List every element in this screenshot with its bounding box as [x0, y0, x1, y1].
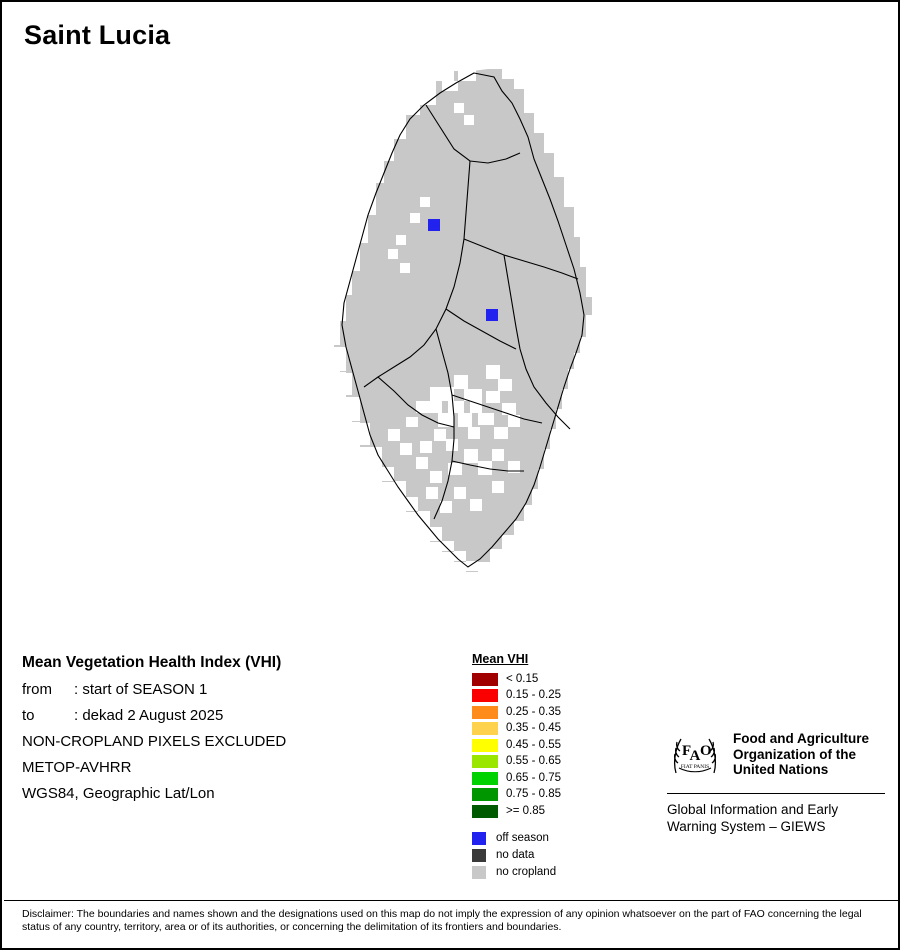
legend-swatch: [472, 849, 486, 862]
svg-text:A: A: [689, 748, 701, 764]
legend-extra-group: [472, 830, 652, 881]
caption-exclusion: NON-CROPLAND PIXELS EXCLUDED: [22, 733, 287, 750]
svg-text:O: O: [700, 743, 712, 759]
legend-swatch: [472, 832, 486, 845]
legend-swatch: [472, 788, 498, 801]
legend-swatch: [472, 722, 498, 735]
fao-organization-name: Food and Agriculture Organization of the United Nations: [733, 731, 869, 777]
legend-item: [472, 704, 652, 721]
legend-label: >= 0.85: [506, 804, 546, 817]
legend-item: [472, 737, 652, 754]
legend-label: 0.35 - 0.45: [506, 722, 561, 735]
fao-motto: FIAT PANIS: [680, 764, 710, 770]
legend-label: no cropland: [496, 865, 557, 878]
map-legend: [472, 652, 652, 881]
legend-swatch: [472, 866, 486, 879]
legend-swatch: [472, 772, 498, 785]
caption-from-key: from: [22, 681, 52, 698]
legend-title: Mean VHI: [472, 652, 529, 666]
caption-sensor: METOP-AVHRR: [22, 759, 132, 776]
legend-item-offseason: [472, 830, 652, 847]
legend-item: [472, 770, 652, 787]
legend-label: no data: [496, 848, 535, 861]
caption-to-value: : dekad 2 August 2025: [74, 707, 224, 724]
legend-item: [472, 803, 652, 820]
legend-label: 0.45 - 0.55: [506, 738, 561, 751]
legend-swatch: [472, 689, 498, 702]
legend-swatch: [472, 673, 498, 686]
caption-projection: WGS84, Geographic Lat/Lon: [22, 785, 215, 802]
legend-label: 0.65 - 0.75: [506, 771, 561, 784]
fao-branding: [667, 727, 885, 835]
legend-label: off season: [496, 831, 549, 844]
map-caption: [22, 654, 452, 811]
legend-item: [472, 671, 652, 688]
legend-label: 0.55 - 0.65: [506, 755, 561, 768]
caption-to-key: to: [22, 707, 35, 724]
fao-divider: [667, 793, 885, 794]
legend-swatch: [472, 805, 498, 818]
legend-item: [472, 688, 652, 705]
disclaimer-text: Disclaimer: The boundaries and names shown and the designations used on this map do not imply the expression of any opinion whatsoever on the part of FAO concerning the legal status of any country, territory, area or of its authorities, or concerning the delimitation of its frontiers and boundaries.: [22, 908, 862, 933]
fao-logo-icon: [667, 727, 723, 783]
legend-swatch: [472, 739, 498, 752]
legend-swatch: [472, 755, 498, 768]
legend-item: [472, 787, 652, 804]
legend-item: [472, 754, 652, 771]
legend-item-nodata: [472, 847, 652, 864]
legend-label: 0.15 - 0.25: [506, 689, 561, 702]
fao-header: [667, 727, 885, 783]
svg-text:F: F: [682, 743, 692, 759]
caption-from-value: : start of SEASON 1: [74, 681, 208, 698]
fao-system-name: Global Information and Early Warning System – GIEWS: [667, 802, 839, 834]
caption-from-row: [22, 681, 452, 698]
legend-label: 0.25 - 0.35: [506, 705, 561, 718]
caption-heading: Mean Vegetation Health Index (VHI): [22, 654, 282, 671]
caption-to-row: [22, 707, 452, 724]
legend-swatch: [472, 706, 498, 719]
map-canvas: [202, 57, 702, 617]
legend-label: < 0.15: [506, 672, 539, 685]
disclaimer-divider: [4, 900, 898, 901]
legend-item-nocropland: [472, 864, 652, 881]
page-title: Saint Lucia: [24, 20, 171, 50]
legend-item: [472, 721, 652, 738]
legend-label: 0.75 - 0.85: [506, 788, 561, 801]
